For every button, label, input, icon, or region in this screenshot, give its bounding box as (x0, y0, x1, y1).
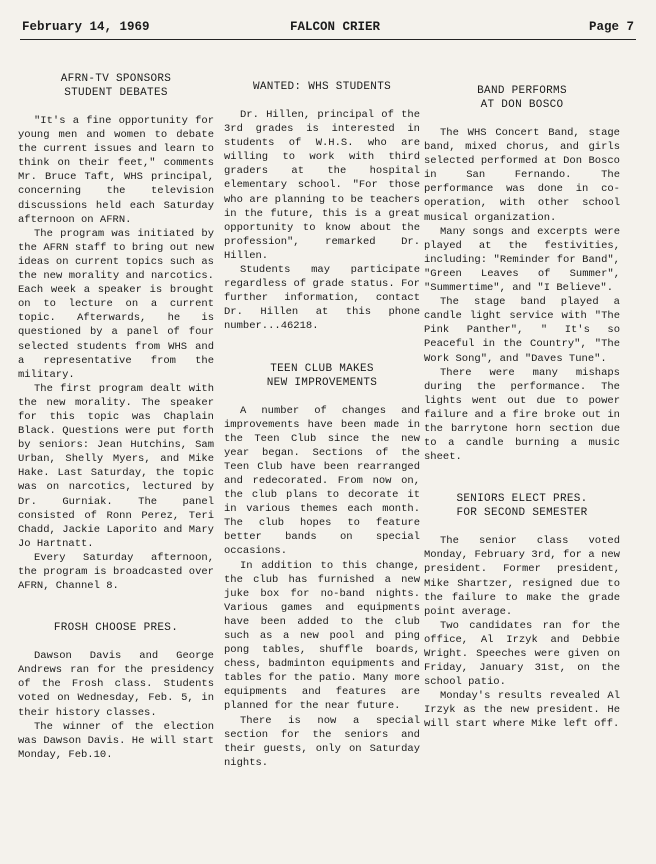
paper-name: FALCON CRIER (290, 20, 381, 34)
article-band-performs (424, 84, 620, 464)
article-paragraph: A number of changes and improvements have been made in the Teen Club since the new year began. Sections of the Teen Club have been rearranged and redecorated. From now on, the club plans to decorate it in various themes each month. The club hopes to feature better bands on special occasions. (224, 404, 420, 558)
article-frosh-pres (18, 621, 214, 762)
article-paragraph: The stage band played a candle light service with "The Pink Panther", " It's so Peaceful in the Country", "The Work Song", and "Daves Tune". (424, 296, 620, 365)
article-paragraph: Dawson Davis and George Andrews ran for the presidency of the Frosh class. Students voted on Wednesday, Feb. 5, in their history classes. (18, 650, 214, 719)
header-rule (20, 39, 636, 40)
article-paragraph: The winner of the election was Dawson Davis. He will start Monday, Feb.10. (18, 720, 214, 761)
article-paragraph: Every Saturday afternoon, the program is broadcasted over AFRN, Channel 8. (18, 551, 214, 593)
article-paragraph: There were many mishaps during the performance. The lights went out due to power failure and a fire broke out in the barrytone horn section due to a candle burning a music sheet. (424, 366, 620, 464)
article-headline: BAND PERFORMS AT DON BOSCO (477, 85, 567, 111)
article-paragraph: Many songs and excerpts were played at the festivities, including: "Reminder for Band", "Green Leaves of Summer", "Summertime", and "I Believe". (424, 225, 620, 295)
article-paragraph: Two candidates ran for the office, Al Irzyk and Debbie Wright. Speeches were given on Friday, January 31st, on the school patio. (424, 619, 620, 689)
article-teen-club (224, 362, 420, 770)
article-paragraph: The program was initiated by the AFRN staff to bring out new ideas on current topics such as the new morality and narcotics. Each week a speaker is brought on to lecture on a current topic. Afterwards, he is questioned by a panel of four selected students from WHS and a representative from the military. (18, 227, 214, 381)
article-headline: FROSH CHOOSE PRES. (53, 622, 179, 635)
article-afrn-debates (18, 72, 214, 593)
article-paragraph: The senior class voted Monday, February 3rd, for a new president. Former president, Mike Shartzer, resigned due to the failure to make the grade point average. (424, 535, 620, 618)
column-3 (424, 84, 620, 732)
issue-date: February 14, 1969 (22, 20, 150, 34)
article-paragraph: The WHS Concert Band, stage band, mixed chorus, and girls selected performed at Don Bosco in San Fernando. The performance was done in co-operation, with other school musical organization. (424, 127, 620, 224)
article-headline: WANTED: WHS STUDENTS (252, 81, 392, 93)
article-paragraph: Dr. Hillen, principal of the 3rd grades is interested in students of W.H.S. who are willing to work with third graders at the hospital elementary school. "For those who are planning to be teachers in the future, this is a great opportunity to know about the profession", remarked Dr. Hillen. (224, 109, 420, 262)
article-seniors-elect (424, 492, 620, 731)
article-paragraph: Monday's results revealed Al Irzyk as the new president. He will start where Mike left off. (424, 690, 620, 731)
article-headline: TEEN CLUB MAKES NEW IMPROVEMENTS (266, 362, 378, 389)
article-headline: SENIORS ELECT PRES. FOR SECOND SEMESTER (456, 493, 588, 520)
column-1 (18, 72, 214, 762)
article-paragraph: The first program dealt with the new morality. The speaker for this topic was Chaplain Black. Questions were put forth by seniors: Jean Hutchins, Sam Urban, Shelly Myers, and Mike Hake. Last Saturday, the topic was on narcotics, lectured by Dr. Gurniak. The panel consisted of Ronn Perez, Teri Chadd, Jackie Laporito and Mary Jo Hartnatt. (18, 382, 214, 550)
column-2 (224, 80, 420, 770)
article-wanted-students (224, 80, 420, 334)
page-number: Page 7 (588, 20, 634, 34)
article-headline: AFRN-TV SPONSORS STUDENT DEBATES (60, 73, 172, 99)
article-paragraph: There is now a special section for the seniors and their guests, only on Saturday nights. (224, 714, 420, 769)
article-paragraph: Students may participate regardless of grade status. For further information, contact Dr. Hillen at this phone number...46218. (224, 264, 420, 333)
article-paragraph: "It's a fine opportunity for young men and women to debate the current issues and learn to think on their feet," comments Mr. Bruce Taft, WHS principal, concerning the television discussions held each Saturday afternoon on AFRN. (18, 115, 214, 226)
article-paragraph: In addition to this change, the club has furnished a new juke box for no-band nights. Various games and equipments have been added to the club such as a new pool and ping pong tables, shuffle boards, chess, badminton equipments and tables for the patio. Many more equipments and features are planned for the near future. (224, 559, 420, 713)
